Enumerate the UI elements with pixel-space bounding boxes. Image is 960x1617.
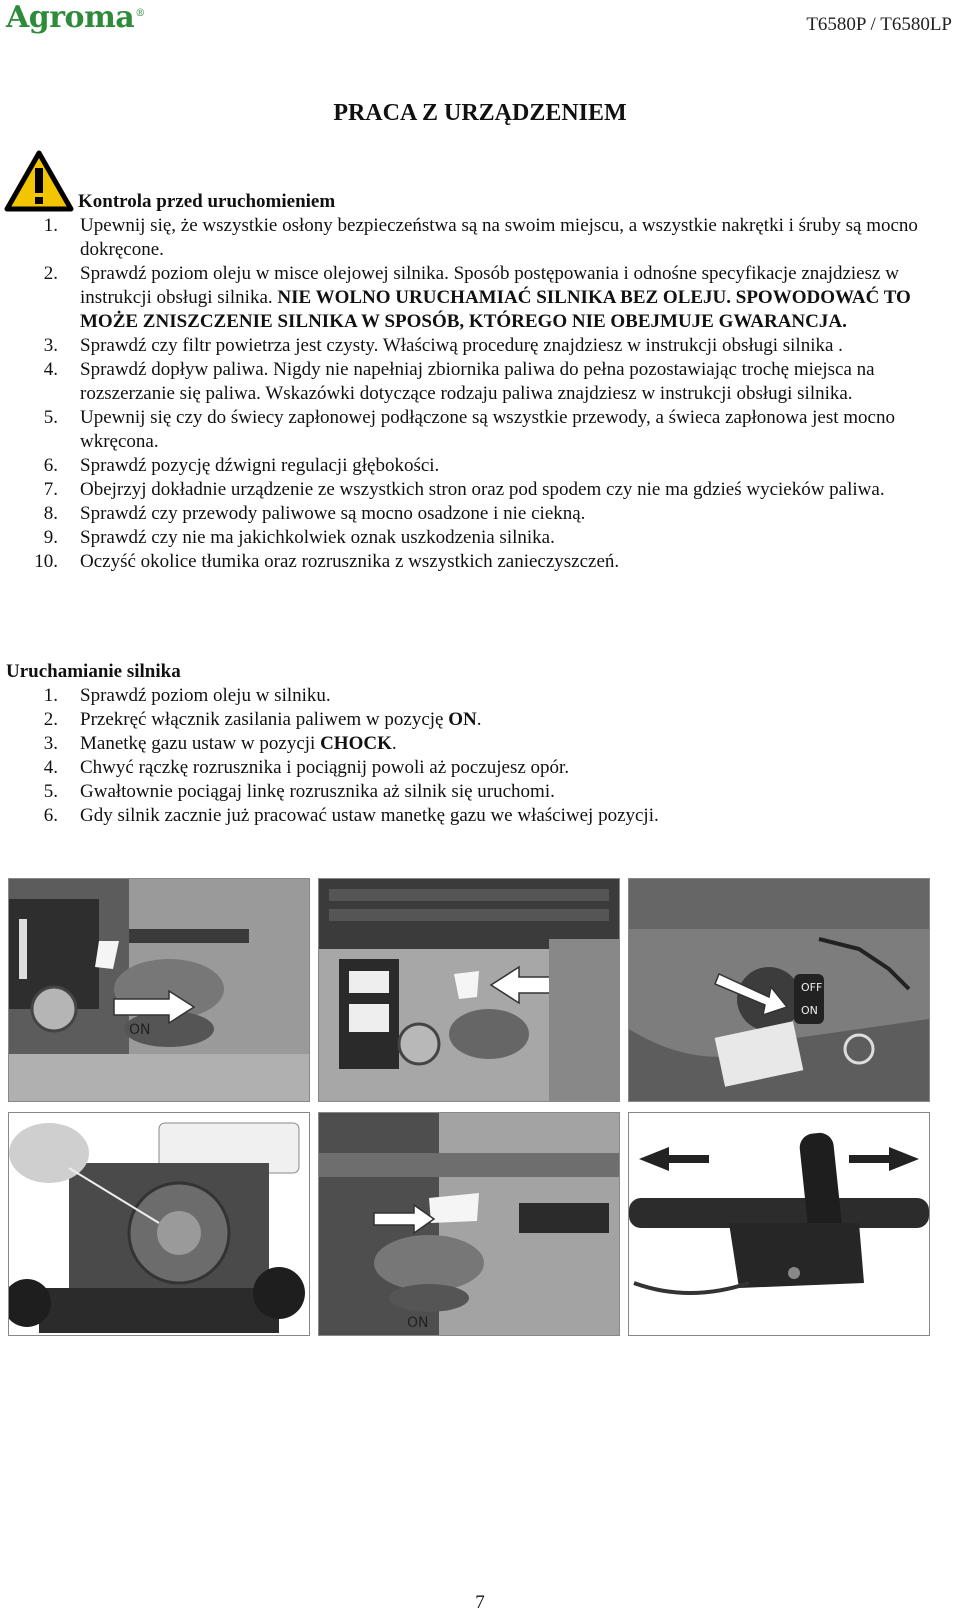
list-item — [0, 732, 940, 756]
off-label: OFF — [801, 981, 823, 994]
on-label-3: ON — [801, 1004, 818, 1017]
step-text: Sprawdź czy filtr powietrza jest czysty. Właściwą procedurę znajdziesz w instrukcji obsługi silnika . — [80, 335, 843, 356]
throttle-lever-photo — [628, 1112, 930, 1336]
step-text: Gdy silnik zacznie już pracować ustaw manetkę gazu we właściwej pozycji. — [80, 805, 659, 826]
model-number: T6580P / T6580LP — [806, 14, 952, 35]
page-title: PRACA Z URZĄDZENIEM — [333, 100, 627, 126]
step-text: Sprawdź dopływ paliwa. Nigdy nie napełniaj zbiornika paliwa do pełna pozostawiając trochę miejsca na rozszerzanie się paliwa. Wskazówki dotyczące rodzaju paliwa znajdziesz w instrukcji obsługi silnika. — [80, 359, 875, 404]
step-text: Przekręć włącznik zasilania paliwem w pozycję — [80, 709, 449, 730]
fuel-valve-photo — [8, 878, 310, 1102]
step-number: 6. — [43, 455, 58, 476]
step-text: Sprawdź poziom oleju w misce olejowej silnika. Sposób postępowania i odnośne specyfikacje znajdziesz w instrukcji obsługi silnika. — [80, 263, 899, 308]
step-text: Sprawdź poziom oleju w silniku. — [80, 685, 331, 706]
choke-detail-photo — [318, 1112, 620, 1336]
on-label-5: ON — [407, 1315, 429, 1331]
step-text: Oczyść okolice tłumika oraz rozrusznika z wszystkich zanieczyszczeń. — [80, 551, 620, 572]
step-number: 1. — [43, 685, 58, 706]
list-item — [0, 262, 940, 334]
step-text: Obejrzyj dokładnie urządzenie ze wszystkich stron oraz pod spodem czy nie ma gdzieś wycieków paliwa. — [80, 479, 885, 500]
list-item — [0, 358, 940, 406]
step-text: Sprawdź czy przewody paliwowe są mocno osadzone i nie ciekną. — [80, 503, 586, 524]
step-number: 5. — [43, 781, 58, 802]
page-number: 7 — [475, 1592, 485, 1613]
engine-start-title: Uruchamianie silnika — [6, 661, 181, 682]
logo-text: Agroma — [6, 0, 135, 35]
list-item — [0, 804, 940, 828]
step-emphasis: NIE WOLNO URUCHAMIAĆ SILNIKA BEZ OLEJU. SPOWODOWAĆ TO MOŻE ZNISZCZENIE SILNIKA W SPOSÓB, KTÓREGO NIE OBEJMUJE GWARANCJA. — [80, 287, 911, 332]
list-item — [0, 454, 940, 478]
agroma-logo — [6, 0, 145, 35]
list-item — [0, 756, 940, 780]
step-number: 4. — [43, 757, 58, 778]
step-number: 6. — [43, 805, 58, 826]
list-item — [0, 684, 940, 708]
list-item — [0, 708, 940, 732]
step-number: 3. — [43, 733, 58, 754]
registered-mark: ® — [135, 8, 145, 19]
list-item — [0, 406, 940, 454]
step-number: 8. — [43, 503, 58, 524]
step-text: Upewnij się, że wszystkie osłony bezpieczeństwa są na swoim miejscu, a wszystkie nakrętki i śruby są mocno dokręcone. — [80, 215, 918, 260]
list-item — [0, 214, 940, 262]
step-text: Manetkę gazu ustaw w pozycji — [80, 733, 321, 754]
step-number: 3. — [43, 335, 58, 356]
step-number: 7. — [43, 479, 58, 500]
step-text-end: . — [391, 733, 397, 754]
step-number: 2. — [43, 709, 58, 730]
step-text: Upewnij się czy do świecy zapłonowej podłączone są wszystkie przewody, a świeca zapłonowa jest mocno wkręcona. — [80, 407, 895, 452]
step-number: 2. — [43, 263, 58, 284]
step-text-end: . — [476, 709, 482, 730]
step-number: 5. — [43, 407, 58, 428]
choke-lever-photo — [318, 878, 620, 1102]
list-item — [0, 334, 940, 358]
pre-start-check-title: Kontrola przed uruchomieniem — [78, 191, 336, 212]
step-number: 9. — [43, 527, 58, 548]
step-number: 1. — [43, 215, 58, 236]
engine-switch-photo — [628, 878, 930, 1102]
step-text: Sprawdź czy nie ma jakichkolwiek oznak uszkodzenia silnika. — [80, 527, 555, 548]
list-item — [0, 502, 940, 526]
list-item — [0, 526, 940, 550]
list-item — [0, 780, 940, 804]
recoil-start-photo — [8, 1112, 310, 1336]
step-number: 4. — [43, 359, 58, 380]
step-emphasis: ON — [448, 709, 477, 730]
list-item — [0, 478, 940, 502]
engine-start-list — [0, 684, 940, 828]
pre-start-check-list — [0, 214, 940, 574]
step-number: 10. — [34, 551, 58, 572]
step-text: Sprawdź pozycję dźwigni regulacji głębokości. — [80, 455, 440, 476]
list-item — [0, 550, 940, 574]
step-text: Chwyć rączkę rozrusznika i pociągnij powoli aż poczujesz opór. — [80, 757, 570, 778]
warning-triangle-icon — [4, 150, 74, 212]
step-emphasis: CHOCK — [320, 733, 392, 754]
step-text: Gwałtownie pociągaj linkę rozrusznika aż silnik się uruchomi. — [80, 781, 555, 802]
on-label-1: ON — [129, 1022, 151, 1038]
photo-gallery — [8, 878, 952, 1350]
